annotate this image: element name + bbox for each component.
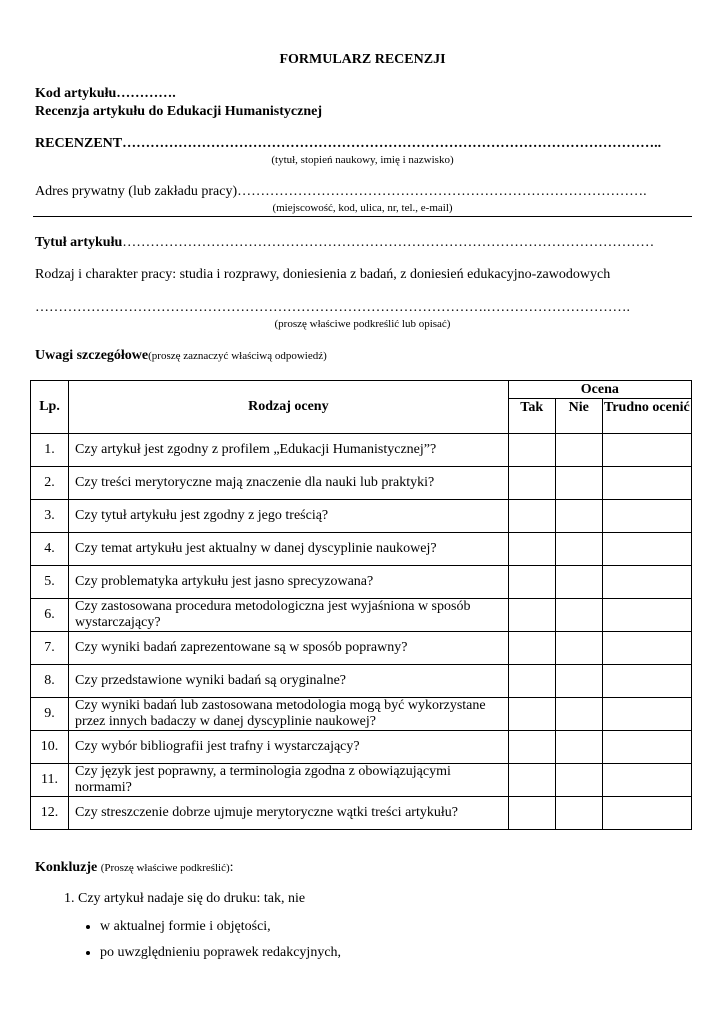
answer-tak-cell[interactable]: [508, 467, 555, 500]
details-hint: (proszę zaznaczyć właściwą odpowiedź): [148, 350, 327, 362]
table-row: [31, 698, 692, 731]
reviewer-hint: (tytuł, stopień naukowy, imię i nazwisko): [271, 154, 454, 166]
article-title-dots: ……………………………………………………………………………………………………: [122, 235, 655, 250]
table-row: [31, 632, 692, 665]
conclusions-heading: [35, 860, 234, 876]
row-question: Czy wyniki badań lub zastosowana metodologia mogą być wykorzystane przez innych badaczy w danej dyscyplinie naukowej?: [69, 698, 509, 731]
row-number: 7.: [31, 632, 69, 665]
row-question: Czy język jest poprawny, a terminologia zgodna z obowiązującymi normami?: [69, 764, 509, 797]
row-question: Czy problematyka artykułu jest jasno sprecyzowana?: [69, 566, 509, 599]
row-number: 2.: [31, 467, 69, 500]
details-heading: [35, 348, 327, 364]
table-row: [31, 533, 692, 566]
answer-tak-cell[interactable]: [508, 764, 555, 797]
work-type-hint: (proszę właściwe podkreślić lub opisać): [274, 318, 451, 330]
answer-trudno-cell[interactable]: [602, 533, 691, 566]
table-row: [31, 731, 692, 764]
address-hint: (miejscowość, kod, ulica, nr, tel., e-mail): [272, 202, 453, 214]
row-question: Czy treści merytoryczne mają znaczenie dla nauki lub praktyki?: [69, 467, 509, 500]
answer-trudno-cell[interactable]: [602, 764, 691, 797]
conclusion-question: Czy artykuł nadaje się do druku: tak, nie: [78, 891, 306, 906]
answer-trudno-cell[interactable]: [602, 731, 691, 764]
conclusions-hint: (Proszę właściwe podkreślić): [100, 862, 230, 874]
answer-trudno-cell[interactable]: [602, 434, 691, 467]
table-row: [31, 764, 692, 797]
row-question: Czy wyniki badań zaprezentowane są w sposób poprawny?: [69, 632, 509, 665]
reviewer-field[interactable]: [35, 136, 661, 152]
answer-trudno-cell[interactable]: [602, 632, 691, 665]
header-tak: Tak: [508, 399, 555, 434]
answer-nie-cell[interactable]: [555, 566, 602, 599]
answer-nie-cell[interactable]: [555, 533, 602, 566]
row-number: 9.: [31, 698, 69, 731]
answer-tak-cell[interactable]: [508, 731, 555, 764]
answer-nie-cell[interactable]: [555, 434, 602, 467]
row-number: 11.: [31, 764, 69, 797]
answer-tak-cell[interactable]: [508, 566, 555, 599]
answer-nie-cell[interactable]: [555, 467, 602, 500]
work-type-text: Rodzaj i charakter pracy: studia i rozprawy, doniesienia z badań, z doniesień edukacyjno-zawodowych: [35, 267, 611, 282]
conclusions-colon: :: [229, 860, 234, 875]
reviewer-line: RECENZENT……………………………………………………………………………………………………..: [35, 136, 662, 151]
header-rodzaj: Rodzaj oceny: [69, 381, 509, 434]
table-row: [31, 500, 692, 533]
answer-tak-cell[interactable]: [508, 599, 555, 632]
row-question: Czy streszczenie dobrze ujmuje merytoryczne wątki treści artykułu?: [69, 797, 509, 830]
answer-tak-cell[interactable]: [508, 665, 555, 698]
answer-nie-cell[interactable]: [555, 500, 602, 533]
header-trudno: Trudno ocenić: [602, 399, 691, 434]
row-question: Czy temat artykułu jest aktualny w danej dyscyplinie naukowej?: [69, 533, 509, 566]
conclusions-list: [40, 888, 341, 968]
answer-trudno-cell[interactable]: [602, 467, 691, 500]
row-question: Czy wybór bibliografii jest trafny i wystarczający?: [69, 731, 509, 764]
table-row: [31, 797, 692, 830]
answer-trudno-cell[interactable]: [602, 665, 691, 698]
article-code-label: Kod artykułu………….: [35, 86, 176, 101]
row-number: 1.: [31, 434, 69, 467]
row-number: 12.: [31, 797, 69, 830]
answer-trudno-cell[interactable]: [602, 566, 691, 599]
row-question: Czy tytuł artykułu jest zgodny z jego treścią?: [69, 500, 509, 533]
table-row: [31, 566, 692, 599]
work-type-field[interactable]: …………………………………………………………………………………….………………………….: [35, 300, 630, 315]
conclusion-options: [78, 916, 341, 964]
header-nie: Nie: [555, 399, 602, 434]
table-row: [31, 599, 692, 632]
answer-nie-cell[interactable]: [555, 665, 602, 698]
answer-tak-cell[interactable]: [508, 632, 555, 665]
answer-trudno-cell[interactable]: [602, 698, 691, 731]
page-title: FORMULARZ RECENZJI: [279, 52, 446, 67]
article-title-field[interactable]: [35, 235, 654, 251]
answer-tak-cell[interactable]: [508, 533, 555, 566]
answer-nie-cell[interactable]: [555, 731, 602, 764]
row-number: 3.: [31, 500, 69, 533]
row-number: 4.: [31, 533, 69, 566]
answer-trudno-cell[interactable]: [602, 599, 691, 632]
answer-tak-cell[interactable]: [508, 500, 555, 533]
row-question: Czy zastosowana procedura metodologiczna jest wyjaśniona w sposób wystarczający?: [69, 599, 509, 632]
evaluation-table: [30, 380, 692, 830]
row-number: 8.: [31, 665, 69, 698]
answer-tak-cell[interactable]: [508, 797, 555, 830]
table-row: [31, 665, 692, 698]
option-item[interactable]: • w aktualnej formie i objętości,: [100, 916, 341, 938]
header-lp: Lp.: [31, 381, 69, 434]
row-question: Czy artykuł jest zgodny z profilem „Edukacji Humanistycznej”?: [69, 434, 509, 467]
answer-tak-cell[interactable]: [508, 698, 555, 731]
divider: [33, 216, 692, 217]
row-number: 10.: [31, 731, 69, 764]
review-journal-label: Recenzja artykułu do Edukacji Humanistycznej: [35, 104, 322, 119]
answer-nie-cell[interactable]: [555, 599, 602, 632]
table-row: [31, 434, 692, 467]
answer-nie-cell[interactable]: [555, 632, 602, 665]
table-row: [31, 467, 692, 500]
row-question: Czy przedstawione wyniki badań są oryginalne?: [69, 665, 509, 698]
header-ocena: Ocena: [508, 381, 691, 399]
row-number: 6.: [31, 599, 69, 632]
article-title-label: Tytuł artykułu: [35, 235, 123, 250]
answer-tak-cell[interactable]: [508, 434, 555, 467]
row-number: 5.: [31, 566, 69, 599]
answer-trudno-cell[interactable]: [602, 500, 691, 533]
address-field[interactable]: Adres prywatny (lub zakładu pracy)…………………………………………………………………………….: [35, 184, 647, 199]
details-label: Uwagi szczegółowe: [35, 348, 149, 363]
answer-trudno-cell[interactable]: [602, 797, 691, 830]
answer-nie-cell[interactable]: [555, 797, 602, 830]
option-item[interactable]: • po uwzględnieniu poprawek redakcyjnych,: [100, 942, 341, 964]
list-item: [78, 888, 341, 964]
answer-nie-cell[interactable]: [555, 698, 602, 731]
answer-nie-cell[interactable]: [555, 764, 602, 797]
conclusions-label: Konkluzje: [35, 860, 98, 875]
